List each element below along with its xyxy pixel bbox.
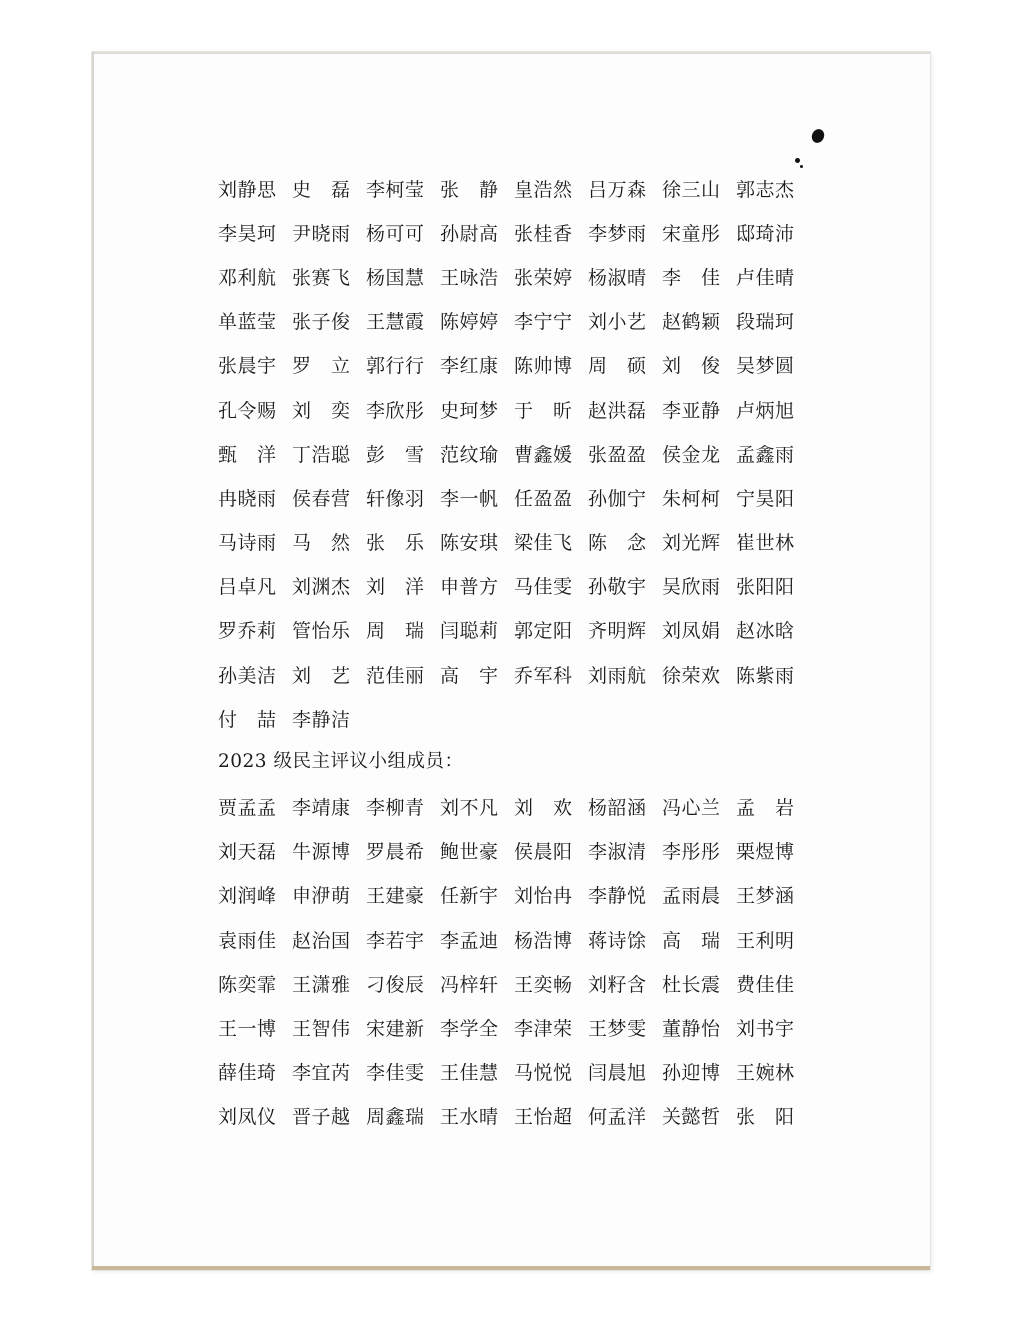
member-name: 李 佳 雯 xyxy=(366,1062,424,1085)
member-name: 闫 聪 莉 xyxy=(440,620,498,643)
member-name: 李 津 荣 xyxy=(514,1017,572,1040)
member-name: 赵 冰 晗 xyxy=(736,620,794,643)
member-name: 张 赛 飞 xyxy=(292,266,350,289)
document-body xyxy=(218,166,818,1138)
member-name: 于 昕 xyxy=(514,399,572,422)
member-name: 曹 鑫 媛 xyxy=(514,443,572,466)
member-name: 高 瑞 xyxy=(662,929,720,952)
member-name: 栗 煜 博 xyxy=(736,841,794,864)
member-name: 段 瑞 珂 xyxy=(736,311,794,334)
member-name: 罗 乔 莉 xyxy=(218,620,276,643)
member-name: 张 晨 宇 xyxy=(218,355,276,378)
paper-bottom-edge xyxy=(92,1266,930,1270)
member-name: 轩 像 羽 xyxy=(366,487,424,510)
member-name: 徐 三 山 xyxy=(662,178,720,201)
member-name: 郭 定 阳 xyxy=(514,620,572,643)
member-name: 张 阳 阳 xyxy=(736,576,794,599)
member-name: 崔 世 林 xyxy=(736,532,794,555)
member-name: 王 奕 畅 xyxy=(514,973,572,996)
member-name: 李 静 洁 xyxy=(292,708,350,731)
member-name: 邸 琦 沛 xyxy=(736,222,794,245)
member-name: 李 柳 青 xyxy=(366,797,424,820)
member-name: 吴 梦 圆 xyxy=(736,355,794,378)
member-name: 李 学 全 xyxy=(440,1017,498,1040)
member-name: 史 磊 xyxy=(292,178,350,201)
member-name: 宋 建 新 xyxy=(366,1017,424,1040)
member-name: 李 柯 莹 xyxy=(366,178,424,201)
member-name: 皇 浩 然 xyxy=(514,178,572,201)
member-name: 何 孟 洋 xyxy=(588,1106,646,1129)
member-name: 孙 尉 高 xyxy=(440,222,498,245)
member-name: 王 慧 霞 xyxy=(366,311,424,334)
member-name: 郭 志 杰 xyxy=(736,178,794,201)
member-name: 刘 俊 xyxy=(662,355,720,378)
member-name: 单 蓝 莹 xyxy=(218,311,276,334)
member-name: 史 珂 梦 xyxy=(440,399,498,422)
member-name: 周 硕 xyxy=(588,355,646,378)
member-name: 刘 静 思 xyxy=(218,178,276,201)
member-name: 任 新 宇 xyxy=(440,885,498,908)
member-name: 晋 子 越 xyxy=(292,1106,350,1129)
member-name: 孟 鑫 雨 xyxy=(736,443,794,466)
member-name: 甄 洋 xyxy=(218,443,276,466)
member-name: 刁 俊 辰 xyxy=(366,973,424,996)
member-name: 乔 军 科 xyxy=(514,664,572,687)
member-name: 卢 佳 晴 xyxy=(736,266,794,289)
member-name: 杨 可 可 xyxy=(366,222,424,245)
member-name: 刘 雨 航 xyxy=(588,664,646,687)
member-name: 贾 孟 孟 xyxy=(218,797,276,820)
member-name: 罗 立 xyxy=(292,355,350,378)
member-name: 孟 岩 xyxy=(736,797,794,820)
member-name: 张 子 俊 xyxy=(292,311,350,334)
member-name: 吕 万 森 xyxy=(588,178,646,201)
member-name: 范 纹 瑜 xyxy=(440,443,498,466)
member-name: 王 梦 涵 xyxy=(736,885,794,908)
member-name: 宁 昊 阳 xyxy=(736,487,794,510)
member-name: 李 淑 清 xyxy=(588,841,646,864)
member-name: 徐 荣 欢 xyxy=(662,664,720,687)
member-name: 王 咏 浩 xyxy=(440,266,498,289)
member-name: 王 建 豪 xyxy=(366,885,424,908)
member-name: 周 瑞 xyxy=(366,620,424,643)
member-name: 杨 韶 涵 xyxy=(588,797,646,820)
member-name: 高 宇 xyxy=(440,664,498,687)
member-name: 杨 淑 晴 xyxy=(588,266,646,289)
member-name: 李 红 康 xyxy=(440,355,498,378)
member-name: 王 一 博 xyxy=(218,1017,276,1040)
member-name: 任 盈 盈 xyxy=(514,487,572,510)
member-name: 陈 念 xyxy=(588,532,646,555)
member-name: 赵 治 国 xyxy=(292,929,350,952)
section-heading: 2023 级民主评议小组成员： xyxy=(218,751,464,773)
member-name: 薛 佳 琦 xyxy=(218,1062,276,1085)
member-name: 孙 敬 宇 xyxy=(588,576,646,599)
member-name: 陈 紫 雨 xyxy=(736,664,794,687)
member-name: 李 梦 雨 xyxy=(588,222,646,245)
member-name: 李 宁 宁 xyxy=(514,311,572,334)
member-name: 李 昊 珂 xyxy=(218,222,276,245)
member-name: 刘 天 磊 xyxy=(218,841,276,864)
member-name: 陈 安 琪 xyxy=(440,532,498,555)
member-name: 刘 凤 仪 xyxy=(218,1106,276,1129)
member-name: 孙 伽 宁 xyxy=(588,487,646,510)
member-name: 刘 润 峰 xyxy=(218,885,276,908)
member-name: 孙 迎 博 xyxy=(662,1062,720,1085)
member-name: 陈 奕 霏 xyxy=(218,973,276,996)
member-name: 丁 浩 聪 xyxy=(292,443,350,466)
paper-top-edge xyxy=(92,52,930,54)
member-name: 刘 渊 杰 xyxy=(292,576,350,599)
member-name: 刘 洋 xyxy=(366,576,424,599)
member-name: 朱 柯 柯 xyxy=(662,487,720,510)
member-name: 马 诗 雨 xyxy=(218,532,276,555)
member-name: 张 静 xyxy=(440,178,498,201)
member-name: 管 怡 乐 xyxy=(292,620,350,643)
member-name: 王 梦 雯 xyxy=(588,1017,646,1040)
member-name: 张 阳 xyxy=(736,1106,794,1129)
member-name: 李 一 帆 xyxy=(440,487,498,510)
member-name: 刘 怡 冉 xyxy=(514,885,572,908)
member-name: 王 婉 林 xyxy=(736,1062,794,1085)
member-name: 刘 不 凡 xyxy=(440,797,498,820)
member-name: 刘 书 宇 xyxy=(736,1017,794,1040)
member-name: 彭 雪 xyxy=(366,443,424,466)
member-name: 梁 佳 飞 xyxy=(514,532,572,555)
member-name: 王 智 伟 xyxy=(292,1017,350,1040)
member-name: 董 静 怡 xyxy=(662,1017,720,1040)
member-name: 宋 童 彤 xyxy=(662,222,720,245)
member-name: 陈 婷 婷 xyxy=(440,311,498,334)
member-name: 李 亚 静 xyxy=(662,399,720,422)
member-name: 牛 源 博 xyxy=(292,841,350,864)
member-name: 刘 籽 含 xyxy=(588,973,646,996)
member-name: 杨 国 慧 xyxy=(366,266,424,289)
member-name: 杜 长 震 xyxy=(662,973,720,996)
member-name: 李 宜 芮 xyxy=(292,1062,350,1085)
member-name: 卢 炳 旭 xyxy=(736,399,794,422)
member-name: 吕 卓 凡 xyxy=(218,576,276,599)
member-name: 刘 凤 娟 xyxy=(662,620,720,643)
member-name: 刘 艺 xyxy=(292,664,350,687)
member-name: 刘 小 艺 xyxy=(588,311,646,334)
member-name-grid-1 xyxy=(218,166,818,740)
member-name: 蒋 诗 馀 xyxy=(588,929,646,952)
member-name: 马 然 xyxy=(292,532,350,555)
member-name: 闫 晨 旭 xyxy=(588,1062,646,1085)
member-name: 周 鑫 瑞 xyxy=(366,1106,424,1129)
member-name: 孟 雨 晨 xyxy=(662,885,720,908)
member-name: 吴 欣 雨 xyxy=(662,576,720,599)
member-name: 王 水 晴 xyxy=(440,1106,498,1129)
member-name: 李 佳 xyxy=(662,266,720,289)
member-name: 刘 光 辉 xyxy=(662,532,720,555)
member-name: 李 靖 康 xyxy=(292,797,350,820)
member-name: 冉 晓 雨 xyxy=(218,487,276,510)
member-name: 王 潇 雅 xyxy=(292,973,350,996)
member-name: 王 佳 慧 xyxy=(440,1062,498,1085)
member-name: 张 荣 婷 xyxy=(514,266,572,289)
member-name: 陈 帅 博 xyxy=(514,355,572,378)
member-name-grid-2 xyxy=(218,784,818,1138)
member-name: 孔 令 赐 xyxy=(218,399,276,422)
member-name: 赵 洪 磊 xyxy=(588,399,646,422)
member-name: 王 怡 超 xyxy=(514,1106,572,1129)
member-name: 申 洢 萌 xyxy=(292,885,350,908)
member-name: 罗 晨 希 xyxy=(366,841,424,864)
member-name: 李 彤 彤 xyxy=(662,841,720,864)
member-name: 张 桂 香 xyxy=(514,222,572,245)
member-name: 赵 鹤 颖 xyxy=(662,311,720,334)
member-name: 关 懿 哲 xyxy=(662,1106,720,1129)
member-name: 刘 欢 xyxy=(514,797,572,820)
member-name: 张 盈 盈 xyxy=(588,443,646,466)
member-name: 尹 晓 雨 xyxy=(292,222,350,245)
paper-left-edge xyxy=(92,52,94,1270)
member-name: 李 若 宇 xyxy=(366,929,424,952)
member-name: 李 孟 迪 xyxy=(440,929,498,952)
member-name: 冯 心 兰 xyxy=(662,797,720,820)
member-name: 侯 春 营 xyxy=(292,487,350,510)
member-name: 范 佳 丽 xyxy=(366,664,424,687)
member-name: 袁 雨 佳 xyxy=(218,929,276,952)
member-name: 郭 行 行 xyxy=(366,355,424,378)
member-name: 张 乐 xyxy=(366,532,424,555)
member-name: 李 静 悦 xyxy=(588,885,646,908)
member-name: 马 悦 悦 xyxy=(514,1062,572,1085)
member-name: 李 欣 彤 xyxy=(366,399,424,422)
member-name: 侯 晨 阳 xyxy=(514,841,572,864)
member-name: 齐 明 辉 xyxy=(588,620,646,643)
member-name: 费 佳 佳 xyxy=(736,973,794,996)
member-name: 邓 利 航 xyxy=(218,266,276,289)
member-name: 鲍 世 豪 xyxy=(440,841,498,864)
member-name: 冯 梓 轩 xyxy=(440,973,498,996)
member-name: 马 佳 雯 xyxy=(514,576,572,599)
member-name: 侯 金 龙 xyxy=(662,443,720,466)
member-name: 杨 浩 博 xyxy=(514,929,572,952)
member-name: 王 利 明 xyxy=(736,929,794,952)
member-name: 付 喆 xyxy=(218,708,276,731)
member-name: 刘 奕 xyxy=(292,399,350,422)
member-name: 孙 美 洁 xyxy=(218,664,276,687)
member-name: 申 普 方 xyxy=(440,576,498,599)
